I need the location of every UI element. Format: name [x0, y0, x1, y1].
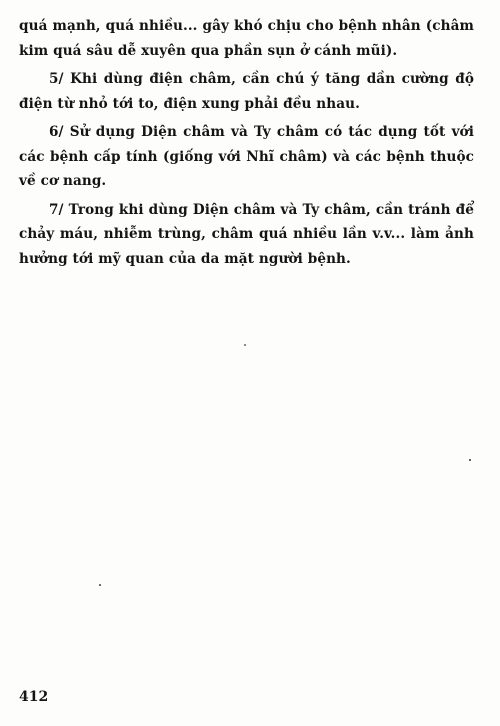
print-speck: [469, 459, 471, 461]
paragraph-item-6: 6/ Sử dụng Diện châm và Ty châm có tác dụng tốt với các bệnh cấp tính (giống với Nhĩ châm) và các bệnh thuộc về cơ nang.: [19, 124, 474, 189]
print-speck: [99, 584, 101, 586]
paragraph-item-5: 5/ Khi dùng điện châm, cần chú ý tăng dần cường độ điện từ nhỏ tới to, điện xung phải đều nhau.: [19, 71, 474, 112]
body-text: [19, 14, 474, 275]
paragraph-item-7: 7/ Trong khi dùng Diện châm và Ty châm, cần tránh để chảy máu, nhiễm trùng, châm quá nhiều lần v.v... làm ảnh hưởng tới mỹ quan của da mặt người bệnh.: [19, 201, 474, 267]
page-number: 412: [19, 689, 49, 705]
paragraph-continuation: quá mạnh, quá nhiều... gây khó chịu cho bệnh nhân (châm kim quá sâu dễ xuyên qua phần sụn ở cánh mũi).: [19, 18, 474, 59]
print-speck: [244, 344, 246, 346]
